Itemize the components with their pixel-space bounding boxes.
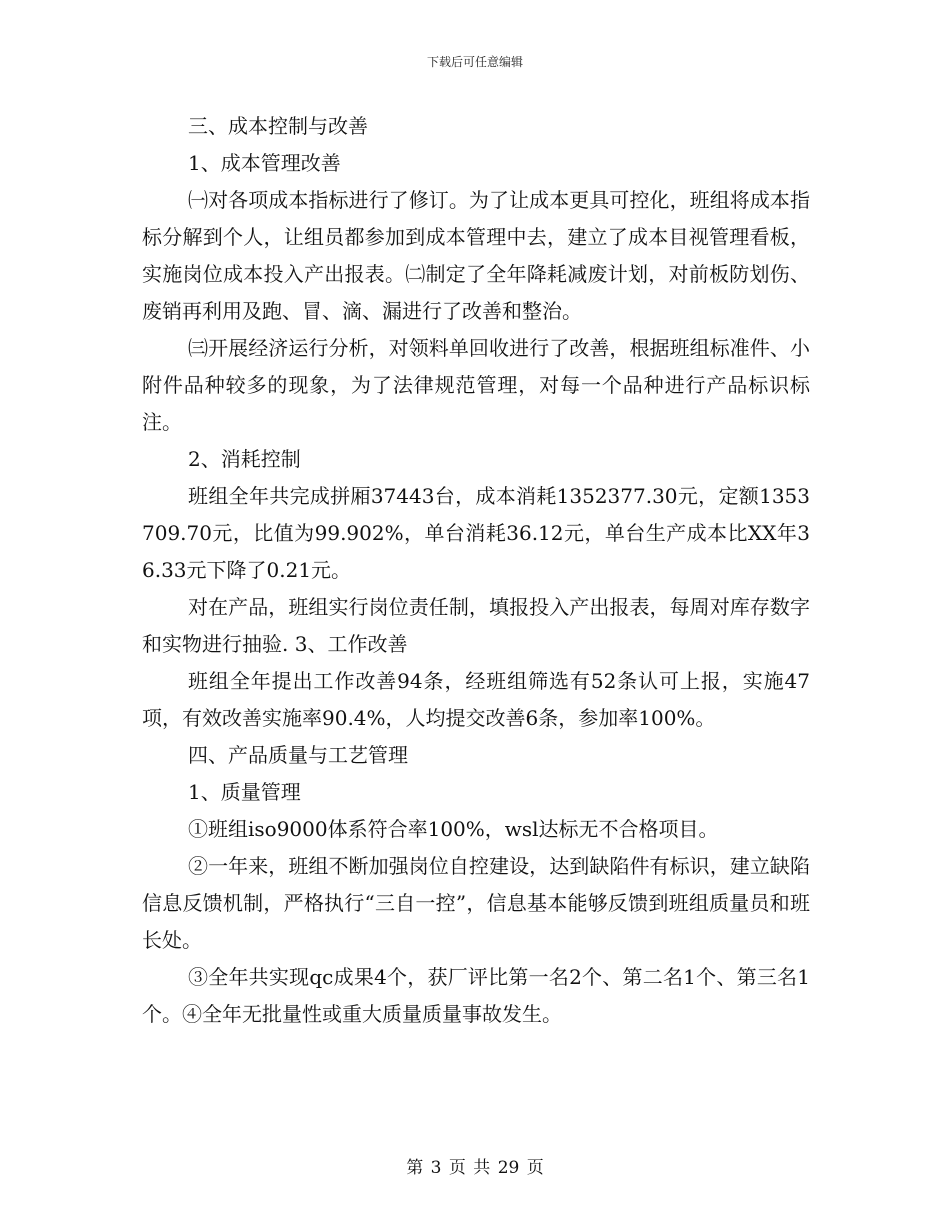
paragraph: ②一年来，班组不断加强岗位自控建设，达到缺陷件有标识，建立缺陷信息反馈机制，严格执行“三自一控”，信息基本能够反馈到班组质量员和班长处。	[142, 854, 810, 952]
paragraph: 班组全年共完成拼厢37443台，成本消耗1352377.30元，定额1353709.70元，比值为99.902%，单台消耗36.12元，单台生产成本比XX年36.33元下降了0.21元。	[142, 484, 810, 582]
page-header: 下载后可任意编辑	[426, 55, 523, 69]
page-number-footer: 第 3 页 共 29 页	[406, 1158, 544, 1178]
paragraph: ③全年共实现qc成果4个，获厂评比第一名2个、第二名1个、第三名1个。④全年无批量性或重大质量质量事故发生。	[142, 965, 810, 1026]
paragraph: 班组全年提出工作改善94条，经班组筛选有52条认可上报，实施47项，有效改善实施率90.4%，人均提交改善6条，参加率100%。	[142, 669, 810, 730]
document-body	[142, 108, 810, 1033]
paragraph: ㈢开展经济运行分析，对领料单回收进行了改善，根据班组标准件、小附件品种较多的现象，为了法律规范管理，对每一个品种进行产品标识标注。	[142, 336, 810, 434]
section-heading: 四、产品质量与工艺管理	[188, 743, 408, 767]
paragraph: ①班组iso9000体系符合率100%，wsl达标无不合格项目。	[188, 817, 719, 841]
paragraph: 对在产品，班组实行岗位责任制，填报投入产出报表，每周对库存数字和实物进行抽验. 3、工作改善	[142, 595, 810, 656]
subsection-heading: 2、消耗控制	[188, 447, 301, 471]
subsection-heading: 1、成本管理改善	[188, 151, 341, 175]
paragraph: ㈠对各项成本指标进行了修订。为了让成本更具可控化，班组将成本指标分解到个人，让组员都参加到成本管理中去，建立了成本目视管理看板，实施岗位成本投入产出报表。㈡制定了全年降耗减废计划，对前板防划伤、废销再利用及跑、冒、滴、漏进行了改善和整治。	[142, 188, 810, 323]
subsection-heading: 1、质量管理	[188, 780, 301, 804]
section-heading: 三、成本控制与改善	[188, 114, 368, 138]
